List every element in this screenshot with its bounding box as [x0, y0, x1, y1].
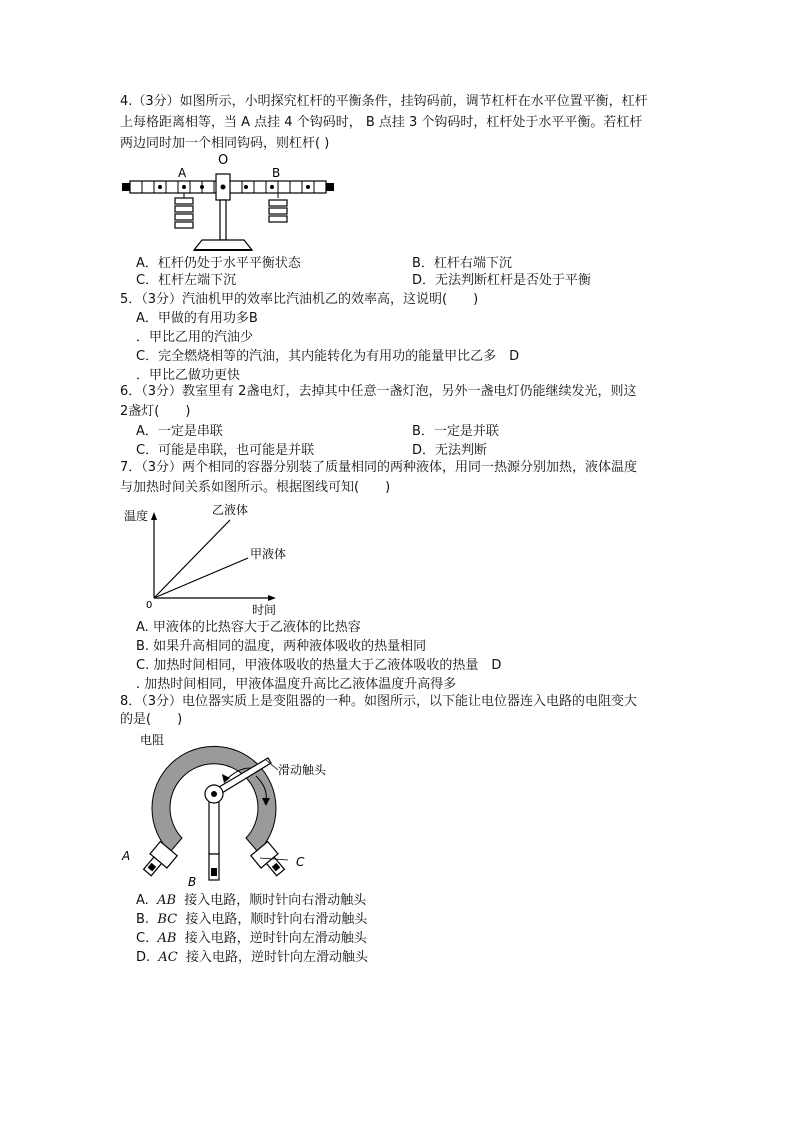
option-terminals: AB	[157, 893, 177, 908]
q7-option-b[interactable]: B. 如果升高相同的温度，两种液体吸收的热量相同	[136, 639, 427, 654]
q7-option-a[interactable]: A. 甲液体的比热容大于乙液体的比热容	[136, 620, 361, 635]
lever-figure	[118, 150, 348, 258]
slider-label: 滑动触头	[278, 763, 327, 777]
origin-label: 0	[146, 600, 153, 611]
option-key: A.	[136, 893, 149, 908]
temperature-time-graph	[118, 500, 318, 618]
q4-option-d[interactable]: D．无法判断杠杆是否处于平衡	[412, 273, 592, 288]
series-label-yi: 乙液体	[212, 503, 249, 517]
option-key: B.	[136, 912, 150, 927]
option-text: 接入电路，顺时针向右滑动触头	[185, 912, 368, 927]
option-key: C.	[136, 931, 150, 946]
point-b-label: B	[272, 166, 281, 180]
q6-option-b[interactable]: B．一定是并联	[412, 424, 499, 439]
resistor-label: 电阻	[140, 733, 165, 747]
q5-option-b[interactable]: ．甲比乙用的汽油少	[136, 330, 254, 345]
q4-option-a[interactable]: A．杠杆仍处于水平平衡状态	[136, 256, 301, 271]
terminal-c-label: C	[296, 855, 305, 869]
option-text: 接入电路，逆时针向左滑动触头	[186, 950, 369, 965]
potentiometer-figure	[118, 728, 328, 890]
q8-stem-line2: 的是( )	[120, 712, 183, 727]
line-jia	[154, 558, 248, 598]
q8-option-b[interactable]	[136, 912, 367, 928]
q6-option-d[interactable]: D．无法判断	[412, 443, 488, 458]
q8-option-c[interactable]	[136, 931, 367, 947]
option-terminals: AC	[158, 950, 178, 965]
q4-stem-line1: 4.（3分）如图所示，小明探究杠杆的平衡条件，挂钩码前，调节杠杆在水平位置平衡，杠杆	[120, 94, 648, 109]
q8-stem-line1: 8．（3分）电位器实质上是变阻器的一种。如图所示，以下能让电位器连入电路的电阻变大	[120, 694, 638, 709]
option-text: 接入电路，顺时针向右滑动触头	[184, 893, 367, 908]
option-terminals: BC	[157, 912, 178, 927]
q8-option-d[interactable]	[136, 950, 368, 966]
q7-option-c[interactable]: C. 加热时间相同，甲液体吸收的热量大于乙液体吸收的热量 D	[136, 658, 502, 673]
series-label-jia: 甲液体	[250, 547, 287, 561]
q4-stem-line3: 两边同时加一个相同钩码，则杠杆( )	[120, 136, 330, 151]
q4-option-b[interactable]: B．杠杆右端下沉	[412, 256, 512, 271]
q6-stem-line2: 2盏灯( )	[120, 404, 191, 419]
option-text: 接入电路，逆时针向左滑动触头	[184, 931, 367, 946]
x-axis-label: 时间	[252, 603, 277, 617]
q5-option-d[interactable]: ．甲比乙做功更快	[136, 368, 241, 383]
q6-stem-line1: 6．（3分）教室里有 2盏电灯，去掉其中任意一盏灯泡，另外一盏电灯仍能继续发光，则这	[120, 384, 637, 399]
option-terminals: AB	[157, 931, 177, 946]
point-a-label: A	[178, 166, 187, 180]
line-yi	[154, 520, 230, 598]
q6-option-a[interactable]: A．一定是串联	[136, 424, 223, 439]
q7-stem-line1: 7．（3分）两个相同的容器分别装了质量相同的两种液体，用同一热源分别加热，液体温度	[120, 460, 638, 475]
terminal-a-label: A	[122, 849, 131, 863]
q6-option-c[interactable]: C．可能是串联，也可能是并联	[136, 443, 315, 458]
pivot-label: O	[218, 153, 229, 168]
q7-option-d[interactable]: . 加热时间相同，甲液体温度升高比乙液体温度升高得多	[136, 677, 457, 692]
q5-stem: 5．（3分）汽油机甲的效率比汽油机乙的效率高，这说明( )	[120, 292, 479, 307]
y-axis-label: 温度	[124, 509, 149, 523]
option-key: D.	[136, 950, 151, 965]
q4-stem-line2: 上每格距离相等，当 A 点挂 4 个钩码时， B 点挂 3 个钩码时，杠杆处于水平平衡。若杠杆	[120, 115, 643, 130]
q5-option-a[interactable]: A．甲做的有用功多B	[136, 311, 258, 326]
q8-option-a[interactable]	[136, 893, 366, 909]
q7-stem-line2: 与加热时间关系如图所示。根据图线可知( )	[120, 480, 391, 495]
q5-option-c[interactable]: C．完全燃烧相等的汽油，其内能转化为有用功的能量甲比乙多 D	[136, 349, 520, 364]
q4-option-c[interactable]: C．杠杆左端下沉	[136, 273, 237, 288]
terminal-b-label: B	[188, 875, 197, 889]
